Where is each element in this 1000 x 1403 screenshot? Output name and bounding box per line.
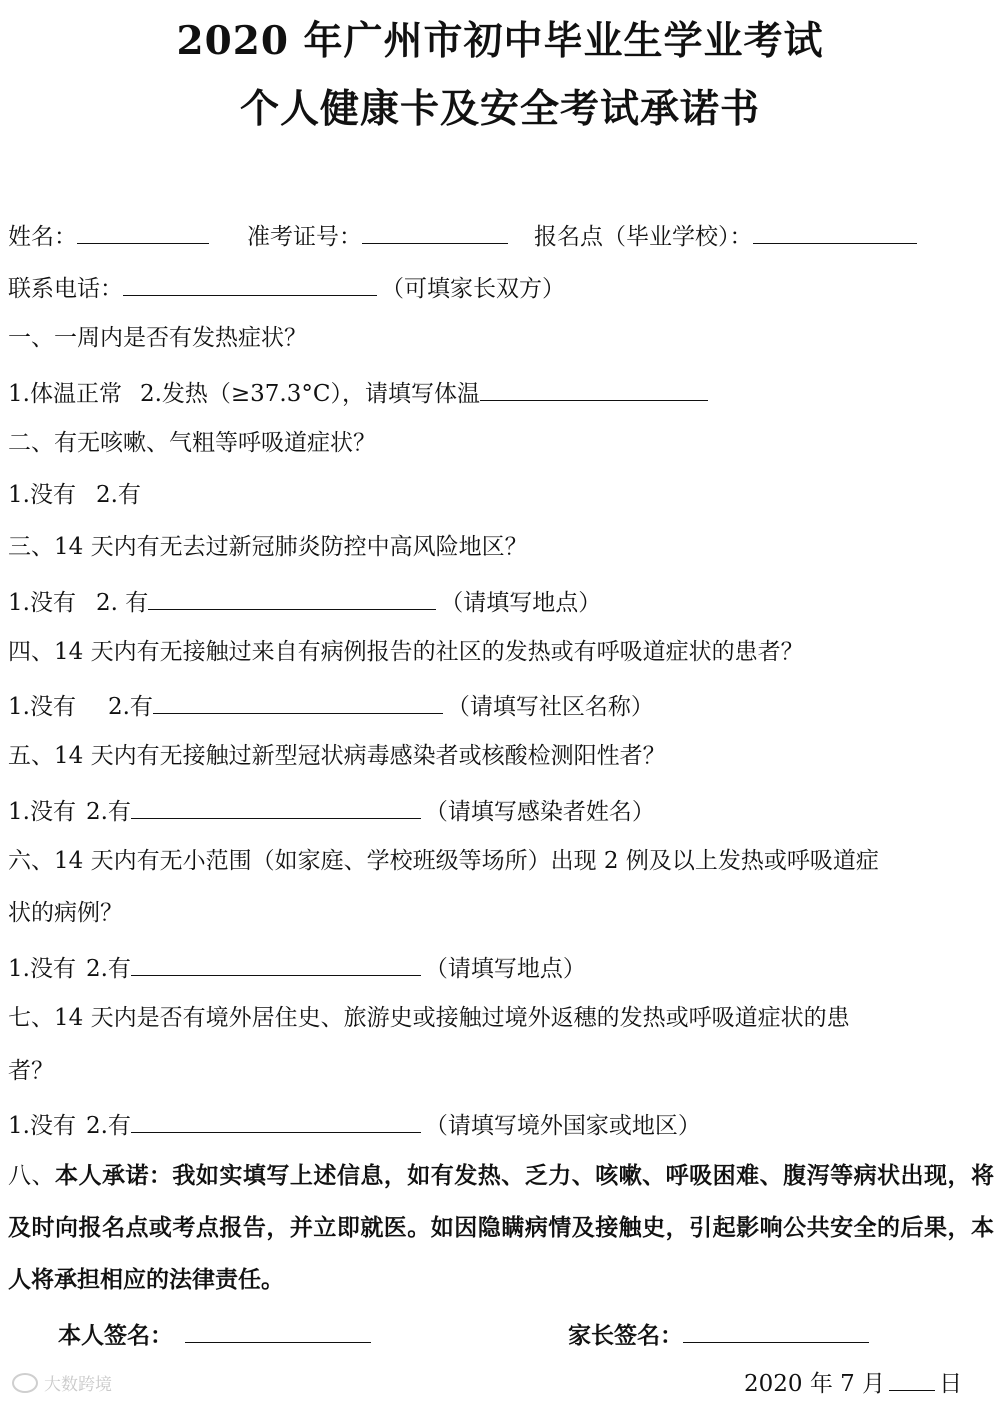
q5-option-yes: 2.有 bbox=[85, 799, 131, 825]
form-title-line1: 2020 年广州市初中毕业生学业考试 bbox=[176, 18, 824, 64]
phone-note: （可填家长双方） bbox=[381, 276, 565, 302]
exam-no-label: 准考证号： bbox=[247, 224, 362, 250]
day-field[interactable] bbox=[889, 1370, 935, 1391]
question-6-line2: 状的病例？ bbox=[8, 900, 123, 926]
q7-option-yes: 2.有 bbox=[85, 1113, 131, 1139]
q5-note: （请填写感染者姓名） bbox=[424, 799, 655, 825]
self-signature-field[interactable] bbox=[185, 1322, 371, 1343]
q6-option-yes: 2.有 bbox=[85, 956, 131, 982]
q4-community-field[interactable] bbox=[153, 693, 443, 714]
q4-option-no: 1.没有 bbox=[8, 694, 76, 720]
date-prefix: 2020 年 7 月 bbox=[744, 1371, 886, 1397]
q6-location-field[interactable] bbox=[131, 955, 421, 976]
q1-option-fever: 2.发热（≥37.3°C），请填写体温 bbox=[139, 381, 480, 407]
q6-note: （请填写地点） bbox=[424, 956, 586, 982]
q3-option-no: 1.没有 bbox=[8, 590, 76, 616]
pledge-text: 本人承诺：我如实填写上述信息，如有发热、乏力、咳嗽、呼吸困难、腹泻等病状出现，将及时向报名点或考点报告，并立即就医。如因隐瞒病情及接触史，引起影响公共安全的后果，本人将承担相应的法律责任。 bbox=[8, 1162, 995, 1293]
question-3-options bbox=[8, 589, 601, 615]
q4-option-yes: 2.有 bbox=[107, 694, 153, 720]
temperature-field[interactable] bbox=[480, 380, 708, 401]
q1-option-normal: 1.体温正常 bbox=[8, 381, 122, 407]
form-title-line2: 个人健康卡及安全考试承诺书 bbox=[239, 86, 760, 132]
name-label: 姓名： bbox=[8, 224, 77, 250]
question-6-line1: 六、14 天内有无小范围（如家庭、学校班级等场所）出现 2 例及以上发热或呼吸道症 bbox=[8, 848, 879, 874]
name-field[interactable] bbox=[77, 223, 209, 244]
watermark bbox=[12, 1370, 112, 1395]
q7-note: （请填写境外国家或地区） bbox=[424, 1113, 701, 1139]
date-row bbox=[744, 1370, 962, 1396]
q2-option-yes: 2.有 bbox=[95, 482, 141, 508]
question-7-options bbox=[8, 1112, 701, 1138]
q5-option-no: 1.没有 bbox=[8, 799, 76, 825]
phone-label: 联系电话： bbox=[8, 276, 123, 302]
q5-name-field[interactable] bbox=[131, 798, 421, 819]
question-1-options bbox=[8, 380, 712, 406]
phone-field[interactable] bbox=[123, 275, 377, 296]
q6-option-no: 1.没有 bbox=[8, 956, 76, 982]
question-7-line2: 者？ bbox=[8, 1058, 54, 1084]
parent-signature-label: 家长签名： bbox=[568, 1322, 683, 1349]
question-5: 五、14 天内有无接触过新型冠状病毒感染者或核酸检测阳性者？ bbox=[8, 743, 666, 769]
school-field[interactable] bbox=[753, 223, 917, 244]
q7-country-field[interactable] bbox=[131, 1112, 421, 1133]
question-6-options bbox=[8, 955, 586, 981]
self-signature-row bbox=[58, 1322, 375, 1347]
parent-signature-field[interactable] bbox=[683, 1322, 869, 1343]
pledge-prefix: 八、 bbox=[8, 1163, 55, 1189]
q3-note: （请填写地点） bbox=[440, 590, 602, 616]
question-4-options bbox=[8, 693, 654, 719]
info-row-2 bbox=[8, 275, 565, 301]
question-4: 四、14 天内有无接触过来自有病例报告的社区的发热或有呼吸道症状的患者？ bbox=[8, 639, 804, 665]
q4-note: （请填写社区名称） bbox=[446, 694, 654, 720]
q7-option-no: 1.没有 bbox=[8, 1113, 76, 1139]
question-3: 三、14 天内有无去过新冠肺炎防控中高风险地区？ bbox=[8, 534, 528, 560]
exam-no-field[interactable] bbox=[362, 223, 508, 244]
question-1: 一、一周内是否有发热症状？ bbox=[8, 325, 307, 351]
question-2-options bbox=[8, 484, 141, 507]
watermark-text: 大数跨境 bbox=[44, 1375, 112, 1395]
q3-location-field[interactable] bbox=[148, 589, 436, 610]
self-signature-label: 本人签名： bbox=[58, 1322, 173, 1349]
school-label: 报名点（毕业学校）： bbox=[534, 224, 753, 250]
question-5-options bbox=[8, 798, 655, 824]
watermark-logo-icon bbox=[12, 1373, 38, 1393]
parent-signature-row bbox=[568, 1322, 873, 1347]
q2-option-no: 1.没有 bbox=[8, 482, 76, 508]
question-2: 二、有无咳嗽、气粗等呼吸道症状？ bbox=[8, 430, 376, 456]
q3-option-yes: 2. 有 bbox=[95, 590, 149, 616]
info-row-1 bbox=[8, 223, 921, 249]
question-7-line1: 七、14 天内是否有境外居住史、旅游史或接触过境外返穗的发热或呼吸道症状的患 bbox=[8, 1005, 850, 1031]
pledge-paragraph bbox=[8, 1150, 994, 1306]
date-suffix: 日 bbox=[939, 1371, 963, 1397]
